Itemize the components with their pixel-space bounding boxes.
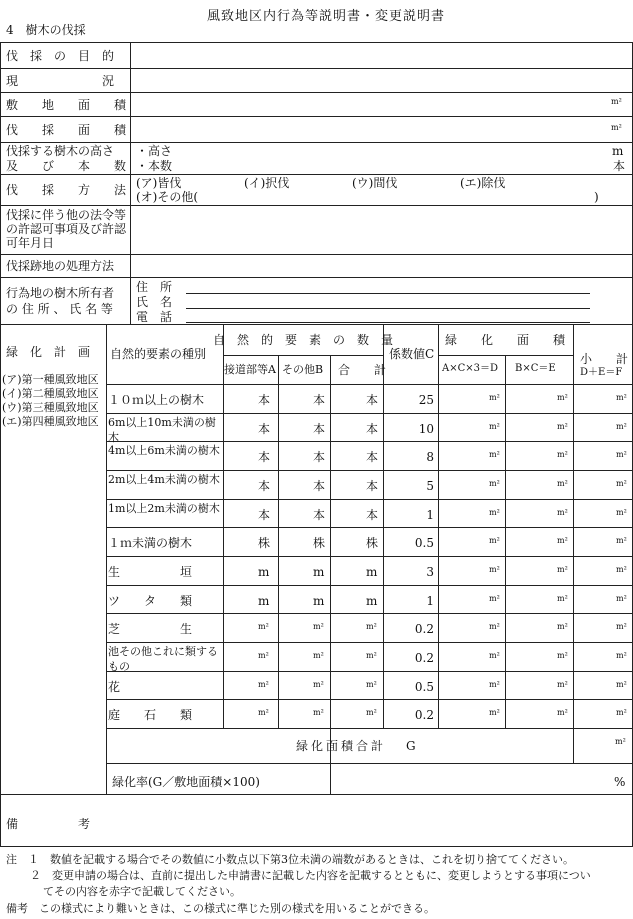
- coef-value: 1: [426, 594, 434, 608]
- qty-unit: m: [258, 594, 270, 608]
- col-acd: A×C×3＝D: [442, 363, 499, 374]
- qty-unit: m²: [313, 651, 324, 660]
- coef-value: 0.5: [414, 536, 434, 550]
- col-road: 接道部等A: [224, 363, 276, 376]
- col-other: その他B: [282, 363, 324, 376]
- rule: [0, 794, 633, 795]
- qty-unit: 本: [313, 450, 326, 464]
- area-unit: m²: [616, 536, 627, 545]
- area-unit: m²: [557, 536, 568, 545]
- coef-value: 8: [426, 450, 434, 464]
- unit-hon: 本: [613, 159, 626, 173]
- col-coef: 係数値C: [389, 347, 435, 361]
- area-unit: m²: [489, 508, 500, 517]
- qty-unit: 本: [366, 479, 379, 493]
- area-unit: m²: [489, 594, 500, 603]
- qty-unit: m: [366, 565, 378, 579]
- item-label: 花: [108, 680, 121, 694]
- coef-value: 25: [418, 393, 434, 407]
- area-unit: m²: [557, 651, 568, 660]
- col-sub2: D＋E＝F: [580, 367, 623, 378]
- rule: [106, 384, 633, 385]
- qty-unit: 本: [366, 508, 379, 522]
- method-option-e: (オ)その他(: [136, 190, 199, 204]
- label-tel: 電 話: [136, 310, 173, 324]
- rule: [573, 324, 574, 763]
- area-unit: m²: [616, 422, 627, 431]
- label-owner-1: 行為地の樹木所有者: [6, 286, 115, 300]
- note-1: 注 １ 数値を記載する場合でその数値に小数点以下第3位未満の端数があるときは、これを切り捨ててください。: [6, 853, 574, 866]
- area-unit: m²: [616, 622, 627, 631]
- area-unit: m²: [557, 508, 568, 517]
- item-label: 2m以上4m未満の樹木: [108, 473, 220, 486]
- method-option-b: (イ)択伐: [244, 176, 290, 190]
- qty-unit: 本: [258, 422, 271, 436]
- label-count: ・本数: [136, 159, 173, 173]
- coef-value: 0.2: [414, 708, 434, 722]
- qty-unit: 本: [366, 393, 379, 407]
- area-unit: m²: [489, 565, 500, 574]
- qty-unit: m²: [366, 708, 377, 717]
- area-unit: m²: [616, 565, 627, 574]
- item-label: 6m以上10m未満の樹木: [108, 416, 216, 444]
- label-height-count-2: 及 び 本 数: [6, 159, 127, 173]
- qty-unit: m²: [313, 622, 324, 631]
- unit-m2: m²: [611, 97, 622, 106]
- label-disposal: 伐採跡地の処理方法: [6, 259, 115, 273]
- rule: [106, 728, 633, 729]
- rate-label: 緑化率(G／敷地面積×100): [112, 775, 260, 789]
- qty-unit: m²: [313, 708, 324, 717]
- rule: [0, 142, 633, 143]
- label-status: 現 況: [6, 74, 115, 88]
- area-unit: m²: [557, 393, 568, 402]
- note-2b: てその内容を赤字で記載してください。: [43, 885, 241, 898]
- district-item: (ア)第一種風致地区: [2, 373, 99, 386]
- qty-unit: m: [258, 565, 270, 579]
- label-height: ・高さ: [136, 144, 173, 158]
- area-unit: m²: [489, 536, 500, 545]
- unit-m2: m²: [611, 123, 622, 132]
- col-sub1: 小 計: [580, 352, 629, 366]
- item-label: 芝 生: [108, 622, 193, 636]
- method-option-a: (ア)皆伐: [136, 176, 182, 190]
- col-area: 緑 化 面 積: [444, 333, 566, 347]
- rule: [505, 355, 506, 728]
- area-unit: m²: [557, 622, 568, 631]
- qty-unit: m²: [366, 680, 377, 689]
- qty-unit: m²: [258, 651, 269, 660]
- rule: [0, 42, 1, 847]
- area-unit: m²: [557, 422, 568, 431]
- rule: [0, 42, 633, 43]
- qty-unit: m: [313, 565, 325, 579]
- method-option-d: (エ)除伐: [460, 176, 506, 190]
- rule: [106, 642, 633, 643]
- total-unit: m²: [615, 737, 626, 746]
- qty-unit: 株: [258, 536, 271, 550]
- rule: [438, 355, 573, 356]
- area-unit: m²: [489, 450, 500, 459]
- rule: [106, 470, 633, 471]
- rule: [0, 116, 633, 117]
- label-purpose: 伐 採 の 目 的: [6, 49, 115, 63]
- rate-unit: %: [614, 775, 626, 789]
- col-bce: B×C＝E: [515, 363, 556, 374]
- qty-unit: 株: [366, 536, 379, 550]
- rule: [106, 613, 633, 614]
- rule: [0, 324, 633, 325]
- rule: [223, 355, 383, 356]
- qty-unit: 本: [258, 393, 271, 407]
- area-unit: m²: [557, 680, 568, 689]
- rule: [106, 527, 633, 528]
- total-label: 緑化面積合計: [296, 739, 387, 753]
- qty-unit: m²: [313, 680, 324, 689]
- district-item: (エ)第四種風致地区: [2, 415, 99, 428]
- rule: [106, 556, 633, 557]
- qty-unit: 本: [366, 450, 379, 464]
- area-unit: m²: [616, 450, 627, 459]
- rule: [0, 254, 633, 255]
- rule: [0, 92, 633, 93]
- form-title: 風致地区内行為等説明書・変更説明書: [206, 9, 446, 24]
- rule: [0, 277, 633, 278]
- area-unit: m²: [616, 479, 627, 488]
- district-item: (イ)第二種風致地区: [2, 387, 99, 400]
- rule: [0, 174, 633, 175]
- qty-unit: m²: [258, 708, 269, 717]
- qty-unit: 本: [366, 422, 379, 436]
- section-title: 4 樹木の伐採: [6, 23, 86, 37]
- district-item: (ウ)第三種風致地区: [2, 401, 99, 414]
- coef-value: 10: [418, 422, 434, 436]
- qty-unit: 本: [313, 422, 326, 436]
- tel-line: [186, 322, 590, 323]
- item-label: ツ タ 類: [108, 594, 193, 608]
- item-label: １ｍ未満の樹木: [108, 536, 193, 550]
- label-address: 住 所: [136, 280, 173, 294]
- unit-m: m: [612, 144, 624, 158]
- label-permit-1: 伐採に伴う他の法令等: [6, 208, 127, 222]
- label-remarks: 備 考: [6, 817, 91, 831]
- area-unit: m²: [489, 651, 500, 660]
- label-owner-2: の 住 所 、 氏 名 等: [6, 302, 113, 316]
- qty-unit: m²: [258, 622, 269, 631]
- rule: [0, 68, 633, 69]
- method-close-paren: ): [594, 190, 599, 204]
- label-method: 伐 採 方 法: [6, 183, 127, 197]
- qty-unit: 本: [313, 393, 326, 407]
- area-unit: m²: [489, 708, 500, 717]
- rule: [130, 42, 131, 324]
- label-permit-2: の許認可事項及び許認: [6, 222, 127, 236]
- area-unit: m²: [557, 708, 568, 717]
- qty-unit: 本: [258, 450, 271, 464]
- area-unit: m²: [489, 422, 500, 431]
- label-name: 氏 名: [136, 295, 173, 309]
- coef-value: 1: [426, 508, 434, 522]
- qty-unit: 本: [313, 508, 326, 522]
- label-permit-3: 可年月日: [6, 236, 55, 250]
- method-option-c: (ウ)間伐: [352, 176, 398, 190]
- coef-value: 5: [426, 479, 434, 493]
- area-unit: m²: [489, 680, 500, 689]
- rule: [0, 846, 633, 847]
- rule: [106, 324, 107, 794]
- col-type: 自然的要素の種別: [110, 347, 207, 361]
- label-felling-area: 伐 採 面 積: [6, 123, 127, 137]
- rule: [106, 499, 633, 500]
- area-unit: m²: [489, 622, 500, 631]
- area-unit: m²: [489, 479, 500, 488]
- qty-unit: 本: [258, 508, 271, 522]
- item-label: 生 垣: [108, 565, 193, 579]
- address-line: [186, 293, 590, 294]
- area-unit: m²: [616, 651, 627, 660]
- area-unit: m²: [616, 393, 627, 402]
- qty-unit: m²: [366, 622, 377, 631]
- item-label: 1m以上2m未満の樹木: [108, 502, 220, 515]
- qty-unit: m: [366, 594, 378, 608]
- qty-unit: m: [313, 594, 325, 608]
- area-unit: m²: [557, 565, 568, 574]
- item-label: 4m以上6m未満の樹木: [108, 444, 220, 457]
- coef-value: 0.2: [414, 651, 434, 665]
- rule: [106, 585, 633, 586]
- item-label: １０ｍ以上の樹木: [108, 393, 205, 407]
- area-unit: m²: [557, 450, 568, 459]
- area-unit: m²: [616, 508, 627, 517]
- area-unit: m²: [616, 680, 627, 689]
- area-unit: m²: [489, 393, 500, 402]
- rule: [278, 355, 279, 728]
- name-line: [186, 308, 590, 309]
- rule: [106, 763, 633, 764]
- rule: [106, 699, 633, 700]
- note-2a: ２ 変更申請の場合は、直前に提出した申請書に記載した内容を記載するとともに、変更しようとする事項につい: [30, 869, 591, 882]
- label-height-count-1: 伐採する樹木の高さ: [6, 144, 115, 158]
- area-unit: m²: [557, 594, 568, 603]
- total-symbol: G: [406, 739, 416, 753]
- coef-value: 0.2: [414, 622, 434, 636]
- rule: [106, 413, 633, 414]
- coef-value: 0.5: [414, 680, 434, 694]
- qty-unit: 株: [313, 536, 326, 550]
- qty-unit: m²: [366, 651, 377, 660]
- note-biko: 備考 この様式により難いときは、この様式に準じた別の様式を用いることができる。: [6, 902, 435, 915]
- coef-value: 3: [426, 565, 434, 579]
- green-plan-title: 緑 化 計 画: [6, 345, 91, 359]
- label-site-area: 敷 地 面 積: [6, 98, 127, 112]
- area-unit: m²: [616, 708, 627, 717]
- col-qty: 自 然 的 要 素 の 数 量: [212, 333, 394, 347]
- qty-unit: 本: [313, 479, 326, 493]
- area-unit: m²: [557, 479, 568, 488]
- item-label: 池その他これに類するもの: [108, 645, 218, 673]
- rule: [0, 205, 633, 206]
- qty-unit: m²: [258, 680, 269, 689]
- area-unit: m²: [616, 594, 627, 603]
- col-total: 合 計: [338, 363, 387, 377]
- item-label: 庭 石 類: [108, 708, 193, 722]
- qty-unit: 本: [258, 479, 271, 493]
